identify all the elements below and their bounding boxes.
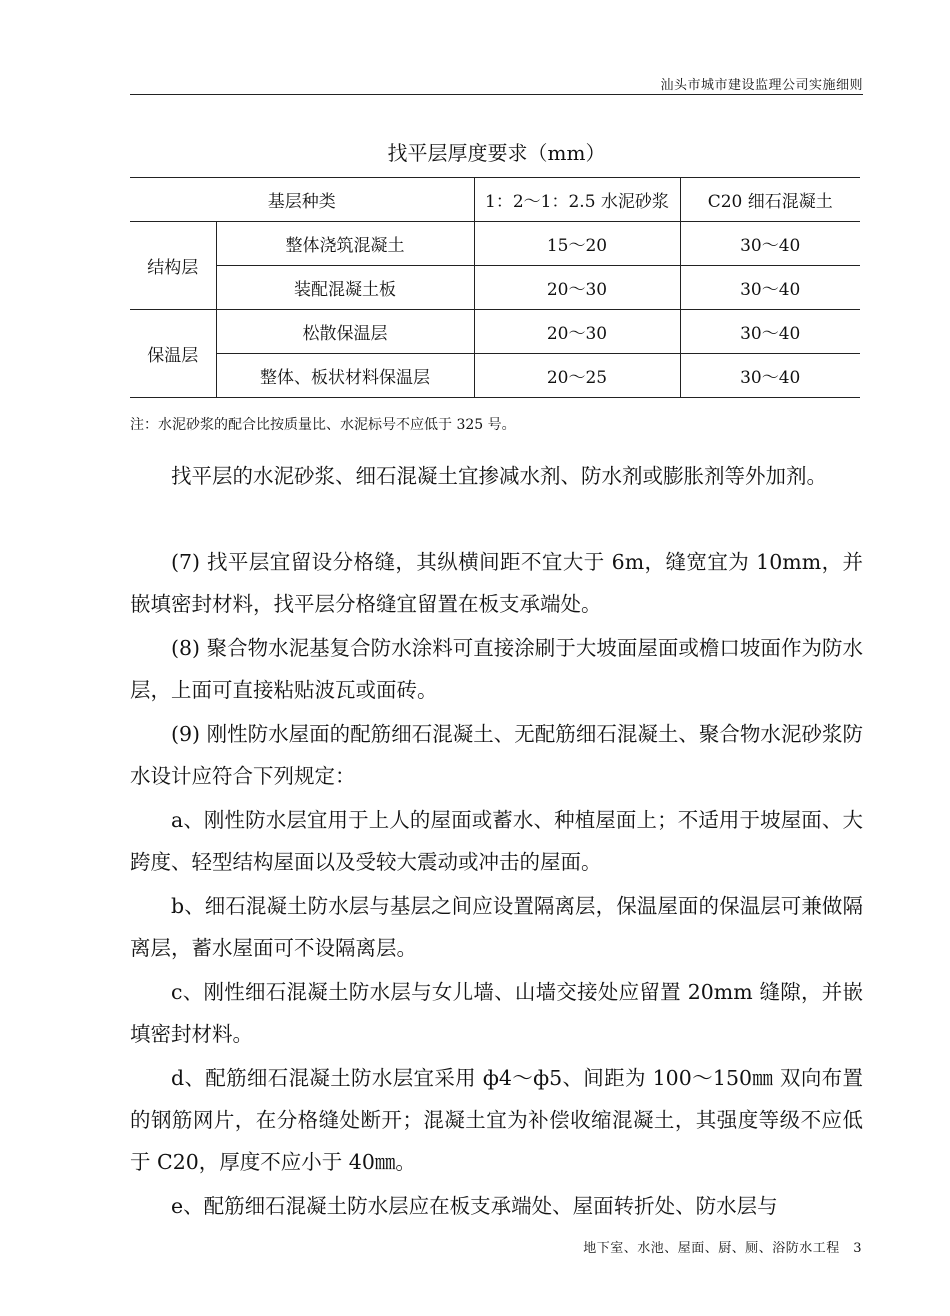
table-header-row <box>130 178 860 222</box>
paragraph-item-a: a、刚性防水层宜用于上人的屋面或蓄水、种植屋面上；不适用于坡屋面、大跨度、轻型结构屋面以及受较大震动或冲击的屋面。 <box>130 808 863 874</box>
header-cement-mortar: 1：2～1：2.5 水泥砂浆 <box>474 178 680 222</box>
table-row <box>130 222 860 266</box>
row-label: 整体浇筑混凝土 <box>216 222 474 266</box>
paragraph-item-d: d、配筋细石混凝土防水层宜采用 ф4～ф5、间距为 100～150㎜ 双向布置的钢筋网片，在分格缝处断开；混凝土宜为补偿收缩混凝土，其强度等级不应低于 C20，厚度不应小于 40㎜。 <box>130 1066 863 1174</box>
table-title: 找平层厚度要求（mm） <box>387 141 606 165</box>
row-label: 装配混凝土板 <box>216 266 474 310</box>
row-value-concrete: 30～40 <box>680 354 860 398</box>
group-structural: 结构层 <box>130 222 216 310</box>
page-footer: 地下室、水池、屋面、厨、厕、浴防水工程 3 <box>583 1241 862 1256</box>
table-row <box>130 354 860 398</box>
paragraph-item-8: (8) 聚合物水泥基复合防水涂料可直接涂刷于大坡面屋面或檐口坡面作为防水层，上面可直接粘贴波瓦或面砖。 <box>130 636 863 702</box>
paragraph-item-9: (9) 刚性防水屋面的配筋细石混凝土、无配筋细石混凝土、聚合物水泥砂浆防水设计应符合下列规定： <box>130 722 863 788</box>
paragraph-item-b: b、细石混凝土防水层与基层之间应设置隔离层，保温屋面的保温层可兼做隔离层，蓄水屋面可不设隔离层。 <box>130 894 863 960</box>
group-insulation: 保温层 <box>130 310 216 398</box>
row-value-mortar: 20～25 <box>474 354 680 398</box>
table-row <box>130 310 860 354</box>
paragraph-item-c: c、刚性细石混凝土防水层与女儿墙、山墙交接处应留置 20mm 缝隙，并嵌填密封材料。 <box>130 980 863 1046</box>
header-title: 汕头市城市建设监理公司实施细则 <box>660 78 863 93</box>
row-value-concrete: 30～40 <box>680 222 860 266</box>
paragraph-admixture: 找平层的水泥砂浆、细石混凝土宜掺减水剂、防水剂或膨胀剂等外加剂。 <box>171 464 827 488</box>
row-value-concrete: 30～40 <box>680 310 860 354</box>
table-note: 注：水泥砂浆的配合比按质量比、水泥标号不应低于 325 号。 <box>130 417 516 433</box>
row-value-mortar: 20～30 <box>474 310 680 354</box>
row-label: 整体、板状材料保温层 <box>216 354 474 398</box>
page-header <box>130 72 863 95</box>
header-c20-concrete: C20 细石混凝土 <box>680 178 860 222</box>
row-label: 松散保温层 <box>216 310 474 354</box>
table-row <box>130 266 860 310</box>
row-value-mortar: 20～30 <box>474 266 680 310</box>
header-base-type: 基层种类 <box>130 178 474 222</box>
row-value-mortar: 15～20 <box>474 222 680 266</box>
paragraph-item-e: e、配筋细石混凝土防水层应在板支承端处、屋面转折处、防水层与 <box>171 1194 778 1218</box>
thickness-table <box>130 177 860 398</box>
paragraph-item-7: (7) 找平层宜留设分格缝，其纵横间距不宜大于 6m，缝宽宜为 10mm，并嵌填密封材料，找平层分格缝宜留置在板支承端处。 <box>130 550 863 616</box>
row-value-concrete: 30～40 <box>680 266 860 310</box>
